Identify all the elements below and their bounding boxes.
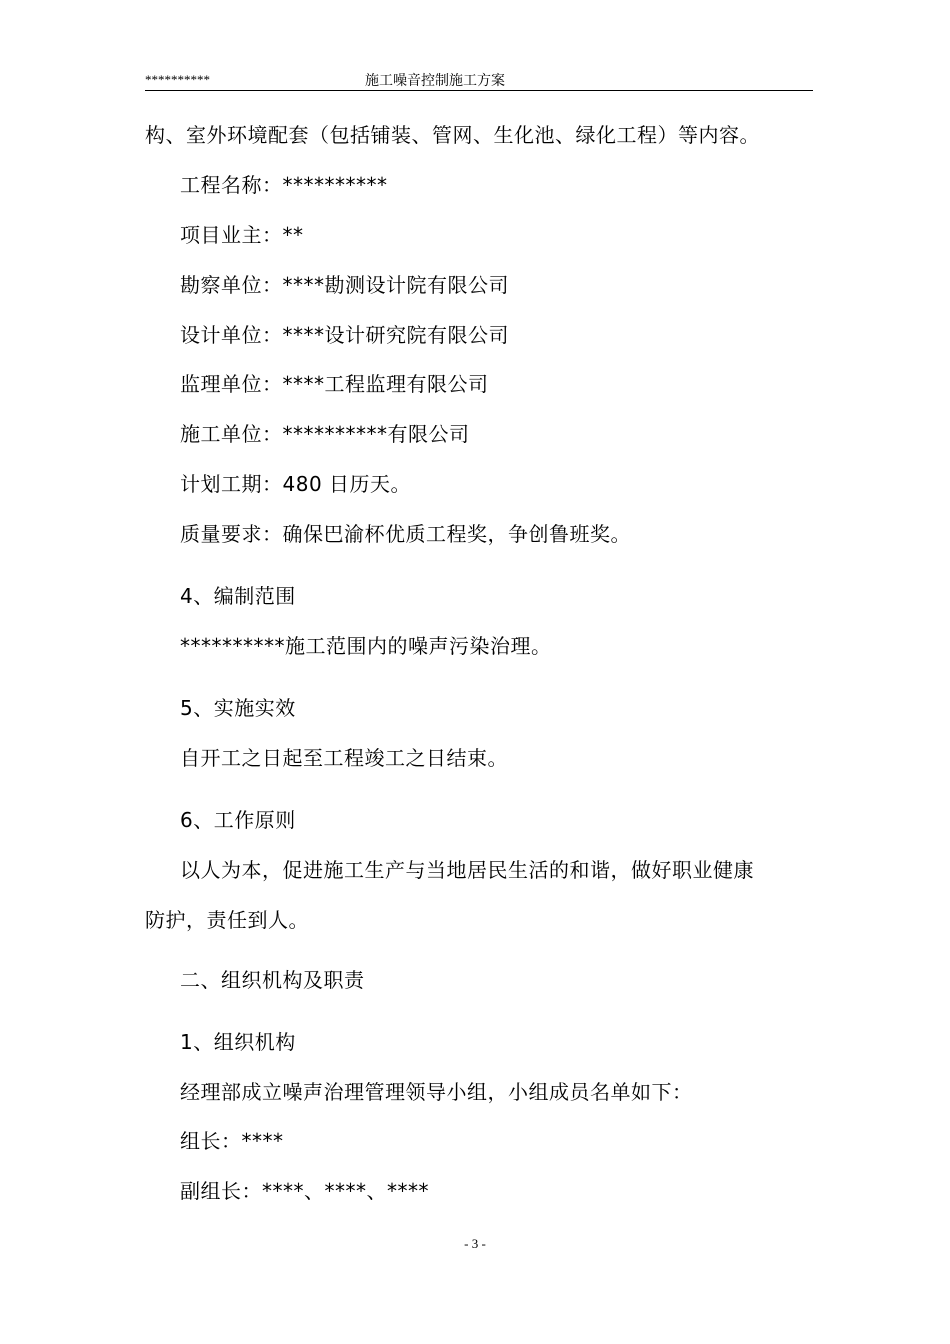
section-heading: 1、组织机构 bbox=[180, 1030, 296, 1054]
project-owner-line: 项目业主：** bbox=[180, 223, 304, 247]
paragraph: 以人为本，促进施工生产与当地居民生活的和谐，做好职业健康 bbox=[180, 858, 754, 882]
survey-unit-line: 勘察单位：****勘测设计院有限公司 bbox=[180, 273, 509, 297]
page-header bbox=[145, 70, 813, 91]
supervision-unit-line: 监理单位：****工程监理有限公司 bbox=[180, 372, 489, 396]
project-name-line: 工程名称：********** bbox=[180, 173, 388, 197]
paragraph: 自开工之日起至工程竣工之日结束。 bbox=[180, 746, 508, 770]
paragraph-continuation: 防护，责任到人。 bbox=[145, 908, 309, 932]
paragraph-continuation: 构、室外环境配套（包括铺装、管网、生化池、绿化工程）等内容。 bbox=[145, 123, 760, 147]
design-unit-line: 设计单位：****设计研究院有限公司 bbox=[180, 323, 509, 347]
construction-unit-line: 施工单位：**********有限公司 bbox=[180, 422, 470, 446]
deputy-leader-line: 副组长：****、****、**** bbox=[180, 1179, 429, 1203]
section-heading: 5、实施实效 bbox=[180, 696, 296, 720]
paragraph: 经理部成立噪声治理管理领导小组，小组成员名单如下： bbox=[180, 1080, 693, 1104]
section-heading: 6、工作原则 bbox=[180, 808, 296, 832]
schedule-line: 计划工期：480 日历天。 bbox=[180, 472, 412, 496]
header-project-name: ********** bbox=[145, 72, 210, 87]
paragraph: **********施工范围内的噪声污染治理。 bbox=[180, 634, 552, 658]
team-leader-line: 组长：**** bbox=[180, 1129, 284, 1153]
header-document-title: 施工噪音控制施工方案 bbox=[365, 73, 505, 89]
chapter-heading: 二、组织机构及职责 bbox=[180, 968, 365, 992]
quality-requirement-line: 质量要求：确保巴渝杯优质工程奖，争创鲁班奖。 bbox=[180, 522, 631, 546]
page-number: - 3 - bbox=[464, 1236, 486, 1251]
section-heading: 4、编制范围 bbox=[180, 584, 296, 608]
